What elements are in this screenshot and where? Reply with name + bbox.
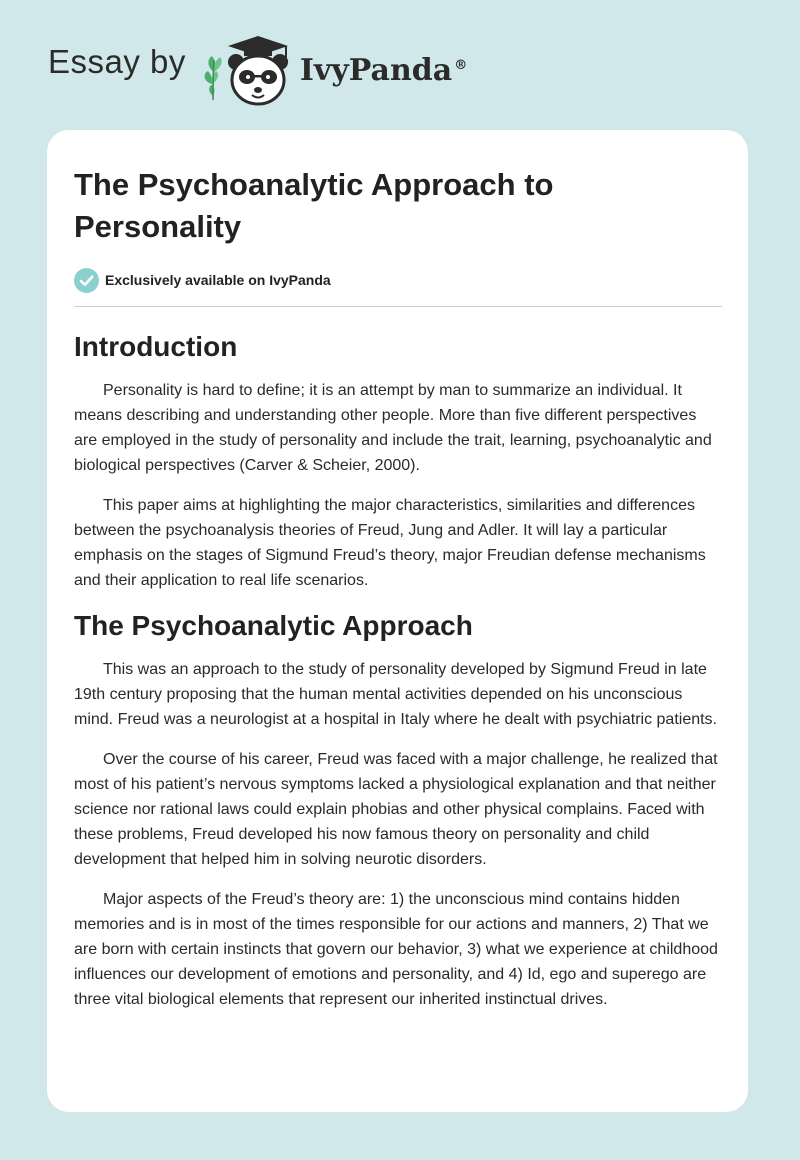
brand-name-text: IvyPanda bbox=[299, 52, 453, 88]
paragraph: Over the course of his career, Freud was faced with a major challenge, he realized that most of his patient’s nervous symptoms lacked a physiological explanation and that neither science nor rational laws could explain phobias and other physical complains. Faced with these problems, Freud developed his now famous theory on personality and child development that helped him in solving neurotic disorders. bbox=[74, 751, 718, 868]
check-circle-icon bbox=[74, 268, 99, 293]
site-header bbox=[48, 30, 467, 110]
section-psychoanalytic-approach bbox=[74, 608, 722, 1012]
essay-card bbox=[47, 130, 748, 1112]
paragraph: Personality is hard to define; it is an attempt by man to summarize an individual. It means describing and understanding other people. More than five different perspectives are employed in the study of personality and include the trait, learning, psychoanalytic and biological perspectives (Carver & Scheier, 2000). bbox=[74, 382, 712, 474]
brand-name[interactable] bbox=[300, 53, 467, 88]
section-heading: The Psychoanalytic Approach bbox=[74, 610, 473, 641]
section-introduction bbox=[74, 329, 722, 593]
ivy-leaf-icon bbox=[204, 56, 221, 100]
title-divider bbox=[74, 306, 722, 307]
section-heading: Introduction bbox=[74, 331, 238, 362]
exclusive-badge-label: Exclusively available on IvyPanda bbox=[105, 272, 331, 288]
panda-logo-icon[interactable] bbox=[200, 30, 296, 110]
essay-title: The Psychoanalytic Approach to Personality bbox=[74, 167, 554, 244]
paragraph: This was an approach to the study of personality developed by Sigmund Freud in late 19th century proposing that the human mental activities depended on his unconscious mind. Freud was a neurologist at a hospital in Italy where he dealt with psychiatric patients. bbox=[74, 661, 717, 728]
registered-mark: ® bbox=[454, 57, 468, 73]
paragraph: Major aspects of the Freud’s theory are: 1) the unconscious mind contains hidden memories and is in most of the times responsible for our actions and manners, 2) That we are born with certain instincts that govern our behavior, 3) what we experience at childhood influences our development of emotions and personality, and 4) Id, ego and superego are three vital biological elements that represent our inherited instinctual drives. bbox=[74, 891, 718, 1008]
exclusive-badge bbox=[74, 266, 722, 294]
brand-prefix: Essay by bbox=[48, 43, 186, 80]
paragraph: This paper aims at highlighting the major characteristics, similarities and differences between the psychoanalysis theories of Freud, Jung and Adler. It will lay a particular emphasis on the stages of Sigmund Freud’s theory, major Freudian defense mechanisms and their application to real life scenarios. bbox=[74, 497, 706, 589]
